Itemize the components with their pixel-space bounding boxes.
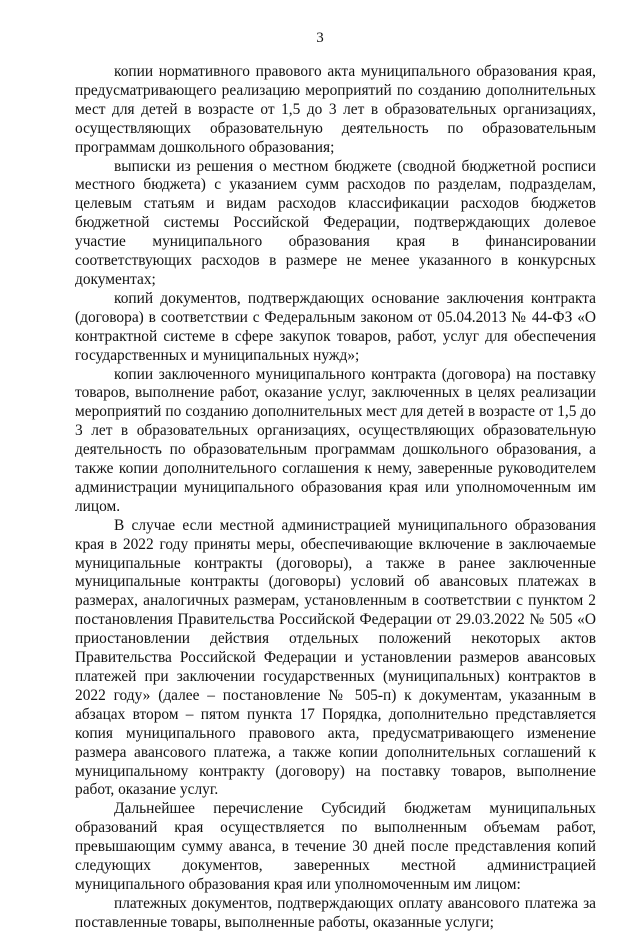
paragraph-further-transfer: Дальнейшее перечисление Субсидий бюджетам муниципальных образований края осуществляется по выполненным объемам работ, превышающим сумму аванса, в течение 30 дней после представления копий следующих документов, заверенных местной администрацией муниципального образования края или уполномоченным им лицом: xyxy=(75,800,596,893)
paragraph-payment-documents: платежных документов, подтверждающих оплату авансового платежа за поставленные товары, выполненные работы, оказанные услуги; xyxy=(75,894,596,931)
paragraph-normative-act-copies: копии нормативного правового акта муниципального образования края, предусматривающего реализацию мероприятий по созданию дополнительных мест для детей в возрасте от 1,5 до 3 лет в образовательных организациях, осуществляющих образовательную деятельность по образовательным программам дошкольного образования; xyxy=(75,63,596,156)
paragraph-municipal-contract-copies: копии заключенного муниципального контракта (договора) на поставку товаров, выполнение работ, оказание услуг, заключенных в целях реализации мероприятий по созданию дополнительных мест для детей в возрасте от 1,5 до 3 лет в образовательных организациях, осуществляющих образовательную деятельность по образовательным программам дошкольного образования, а также копии дополнительного соглашения к нему, заверенные руководителем администрации муниципального образования края или уполномоченным им лицом. xyxy=(75,365,596,515)
document-body xyxy=(75,63,596,933)
paragraph-budget-extracts: выписки из решения о местном бюджете (сводной бюджетной росписи местного бюджета) с указанием сумм расходов по разделам, подразделам, целевым статьям и видам расходов классификации расходов бюджетов бюджетной системы Российской Федерации, подтверждающих долевое участие муниципального образования края в финансировании соответствующих расходов в размере не менее указанного в конкурсных документах; xyxy=(75,157,596,288)
page-number: 3 xyxy=(316,30,324,46)
paragraph-advance-payments: В случае если местной администрацией муниципального образования края в 2022 году приняты меры, обеспечивающие включение в заключаемые муниципальные контракты (договоры), а также в ранее заключенные муниципальные контракты (договоры) условий об авансовых платежах в размерах, аналогичных размерам, установленным в соответствии с пунктом 2 постановления Правительства Российской Федерации от 29.03.2022 № 505 «О приостановлении действия отдельных положений некоторых актов Правительства Российской Федерации и установлении размеров авансовых платежей при заключении государственных (муниципальных) контрактов в 2022 году» (далее – постановление № 505-п) к документам, указанным в абзацах втором – пятом пункта 17 Порядка, дополнительно представляется копия муниципального правового акта, предусматривающего изменение размера авансового платежа, а также копии дополнительных соглашений к муниципальному контракту (договору) на поставку товаров, выполнение работ, оказание услуг. xyxy=(75,516,596,799)
paragraph-contract-basis-documents: копий документов, подтверждающих основание заключения контракта (договора) в соответствии с Федеральным законом от 05.04.2013 № 44-ФЗ «О контрактной системе в сфере закупок товаров, работ, услуг для обеспечения государственных и муниципальных нужд»; xyxy=(75,289,596,364)
